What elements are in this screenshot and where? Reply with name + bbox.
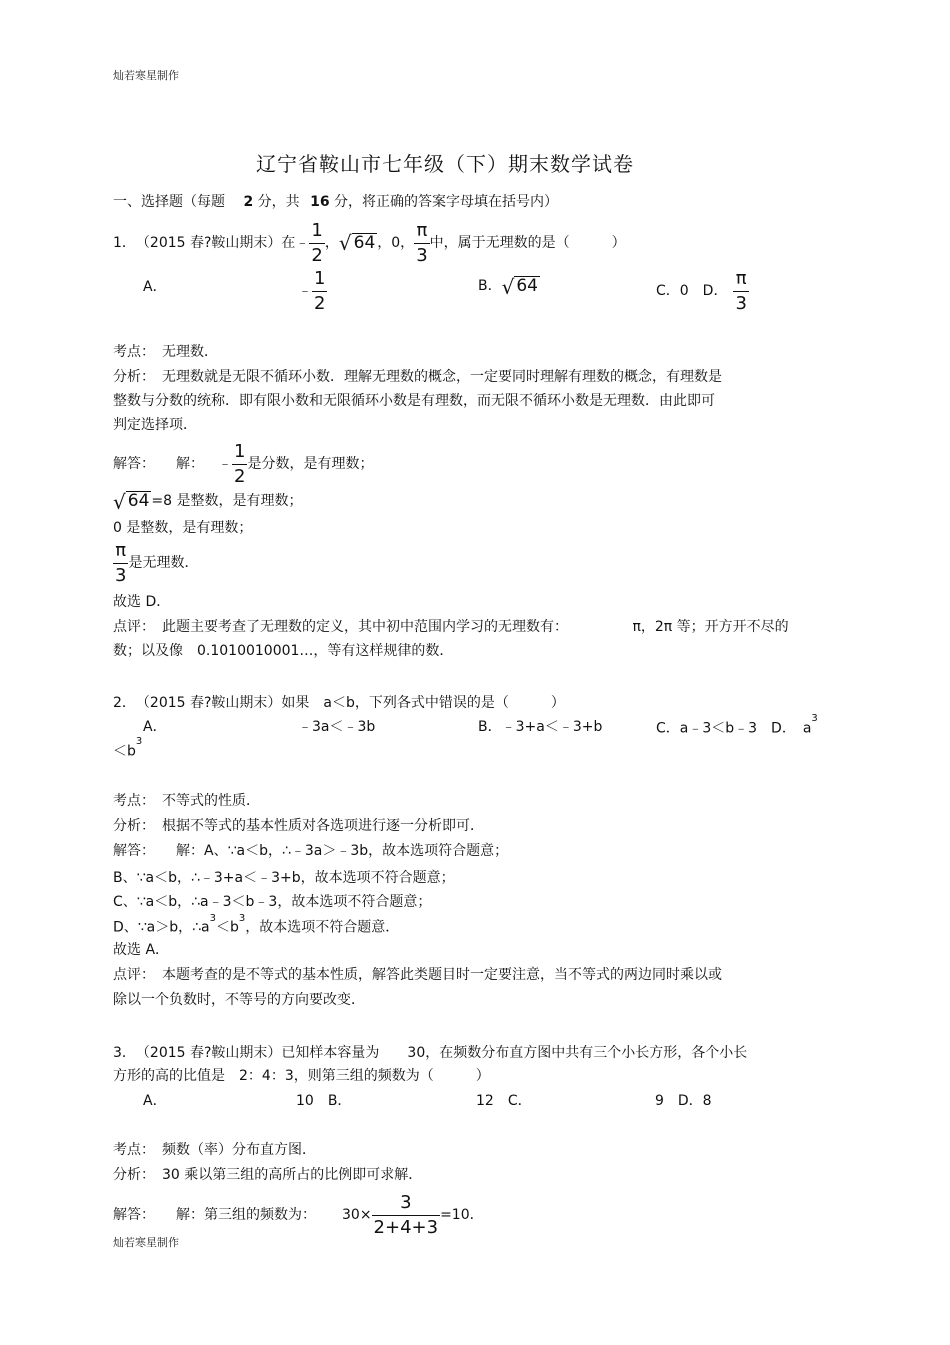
q2-dianping-line1: 点评： 本题考查的是不等式的基本性质，解答此类题目时一定要注意，当不等式的两边同时乘以或 (113, 967, 722, 983)
q1-option-a-neg: ﹣ (298, 282, 312, 299)
q1-option-b-sqrt: √ 64 (501, 274, 538, 299)
q1-fenxi-line2: 整数与分数的统称．即有限小数和无限循环小数是有理数，而无限不循环小数是无理数．由此即可 (113, 393, 715, 409)
q2-option-d-wrap-text: ＜b (113, 743, 136, 760)
q2-stem: 2． （2015 春?鞍山期末）如果 a＜b，下列各式中错误的是（ ） (113, 695, 565, 711)
q2-jieda-d-c: ，故本选项不符合题意． (245, 919, 400, 936)
q1-jieda-den: 2 (234, 465, 246, 487)
q1-jieda-label: 解答： 解： (113, 455, 204, 472)
section-total: 16 (310, 194, 330, 210)
q1-dianping-1b: π，2π 等；开方开不尽的 (632, 619, 789, 635)
q3-stem-line2: 方形的高的比值是 2：4：3，则第三组的频数为（ ） (113, 1068, 490, 1084)
q1-dianping-line1 (113, 619, 789, 636)
q2-option-d-wrap (113, 736, 143, 760)
footer-watermark: 灿若寒星制作 (113, 1236, 179, 1249)
q1-pi-den: 3 (416, 244, 428, 266)
q2-jieda-c: C、∵a＜b，∴a﹣3＜b﹣3，故本选项不符合题意； (113, 894, 432, 910)
section-suffix: 分，将正确的答案字母填在括号内） (334, 194, 559, 210)
q3-kaodian: 考点： 频数（率）分布直方图． (113, 1142, 316, 1158)
q2-jieda-d-exp1: 3 (209, 913, 217, 924)
q3-jieda (113, 1192, 484, 1238)
q3-calc-num: 3 (400, 1192, 412, 1213)
q1-option-b-label: B． (478, 277, 502, 294)
q1-jieda-line3: 0 是整数，是有理数； (113, 520, 253, 536)
q2-option-d-exp: 3 (811, 713, 818, 724)
q3-option-b-c: 12 C． (476, 1093, 532, 1109)
q1-jieda-neg: ﹣ (218, 455, 232, 472)
section-heading (113, 194, 558, 211)
page-title: 辽宁省鞍山市七年级（下）期末数学试卷 (256, 152, 634, 176)
q1-opt-a-den: 2 (314, 292, 326, 314)
q1-stem (113, 220, 626, 266)
q2-option-a: ﹣3a＜﹣3b (298, 719, 376, 735)
q1-jieda-pi-den: 3 (115, 564, 127, 586)
q2-option-d-wrap-exp: 3 (135, 736, 143, 747)
q1-kaodian: 考点： 无理数． (113, 344, 218, 360)
q1-fenxi-line3: 判定选择项． (113, 417, 197, 433)
q1-fraction-pi (414, 220, 429, 266)
q1-option-a-fraction (312, 268, 327, 314)
q3-option-a-b: 10 B． (296, 1093, 352, 1109)
q1-dianping-1a: 点评： 此题主要考查了无理数的定义，其中初中范围内学习的无理数有： (113, 619, 568, 635)
q1-jieda-line2 (113, 491, 302, 512)
q1-jieda-sqrt: √ 64 (113, 489, 150, 514)
q3-jieda-label: 解答： 解：第三组的频数为： (113, 1206, 316, 1223)
q1-option-cd-label: C．0 D． (656, 282, 728, 299)
q1-fenxi-line1: 分析： 无理数就是无限不循环小数．理解无理数的概念，一定要同时理解有理数的概念，有理数是 (113, 369, 722, 385)
q2-dianping-line2: 除以一个负数时，不等号的方向要改变． (113, 992, 365, 1008)
q3-calc-post: =10． (440, 1206, 484, 1223)
q2-option-cd (656, 713, 818, 737)
q1-comma: ， (324, 234, 339, 251)
q1-jieda-line2-tail: =8 是整数，是有理数； (151, 492, 303, 509)
q1-fraction-half (309, 220, 324, 266)
q2-jieda-d-a: D、∵a＞b，∴a (113, 919, 210, 936)
q3-calc-fraction (372, 1192, 441, 1238)
q2-option-cd-text: C．a﹣3＜b﹣3 D． a (656, 720, 812, 737)
q1-jieda-line1-tail: 是分数，是有理数； (247, 455, 374, 472)
q2-fenxi: 分析： 根据不等式的基本性质对各选项进行逐一分析即可． (113, 818, 484, 834)
q1-opt-a-num: 1 (314, 268, 326, 289)
section-prefix: 一、选择题（每题 (113, 194, 225, 210)
q1-stem-end: 中，属于无理数的是（ ） (429, 234, 626, 251)
q1-jieda-line1 (113, 441, 373, 487)
q1-jieda-pi-num: π (115, 540, 127, 561)
q1-option-cd (656, 268, 749, 314)
q2-jieda: 解答： 解：A、∵a＜b，∴﹣3a＞﹣3b，故本选项符合题意； (113, 843, 509, 859)
q1-stem-start: 1． （2015 春?鞍山期末）在﹣ (113, 234, 310, 251)
q1-jieda-fraction (232, 441, 247, 487)
q2-kaodian: 考点： 不等式的性质． (113, 793, 260, 809)
q2-option-a-label: A． (143, 719, 167, 735)
q3-stem-line1: 3． （2015 春?鞍山期末）已知样本容量为 30，在频数分布直方图中共有三个小长方形，各个小长 (113, 1045, 748, 1061)
q1-guxuan: 故选 D． (113, 594, 171, 610)
header-watermark: 灿若寒星制作 (113, 69, 179, 82)
q1-jieda-pi-fraction (113, 540, 128, 586)
q1-half-num: 1 (311, 220, 323, 241)
section-mid: 分，共 (257, 194, 300, 210)
q1-option-a-label: A． (143, 279, 167, 295)
q1-half-den: 2 (311, 244, 323, 266)
q1-dianping-line2: 数；以及像 0.1010010001…，等有这样规律的数． (113, 643, 454, 659)
q1-jieda-line4-tail: 是无理数． (128, 554, 199, 571)
q2-option-b: B．﹣3+a＜﹣3+b (478, 719, 603, 735)
q3-option-c-d: 9 D．8 (655, 1093, 712, 1109)
q1-opt-d-num: π (735, 268, 747, 289)
q1-opt-d-den: 3 (735, 292, 747, 314)
q1-option-b (478, 276, 540, 297)
q2-guxuan: 故选 A． (113, 942, 170, 958)
q1-sqrt64: √ 64 (338, 231, 376, 256)
q3-calc-pre: 30× (342, 1206, 372, 1223)
q2-jieda-d-exp2: 3 (238, 913, 246, 924)
q1-option-a (298, 268, 327, 314)
q1-stem-mid: ，0， (377, 234, 415, 251)
q2-jieda-d-b: ＜b (216, 919, 239, 936)
section-points: 2 (243, 194, 254, 210)
q1-opt-b-radicand: 64 (516, 276, 538, 296)
q1-jieda-radicand: 64 (127, 491, 150, 511)
q2-jieda-b: B、∵a＜b，∴﹣3+a＜﹣3+b，故本选项不符合题意； (113, 870, 455, 886)
q1-jieda-line4 (113, 540, 198, 586)
q2-jieda-d (113, 913, 400, 936)
q1-jieda-num: 1 (234, 441, 246, 462)
q1-sqrt64-radicand: 64 (353, 232, 376, 253)
q1-option-d-fraction (733, 268, 748, 314)
q1-pi-num: π (416, 220, 428, 241)
q3-fenxi: 分析： 30 乘以第三组的高所占的比例即可求解． (113, 1167, 423, 1183)
q3-option-a-label: A． (143, 1093, 167, 1109)
q3-calc-den: 2+4+3 (373, 1216, 439, 1238)
